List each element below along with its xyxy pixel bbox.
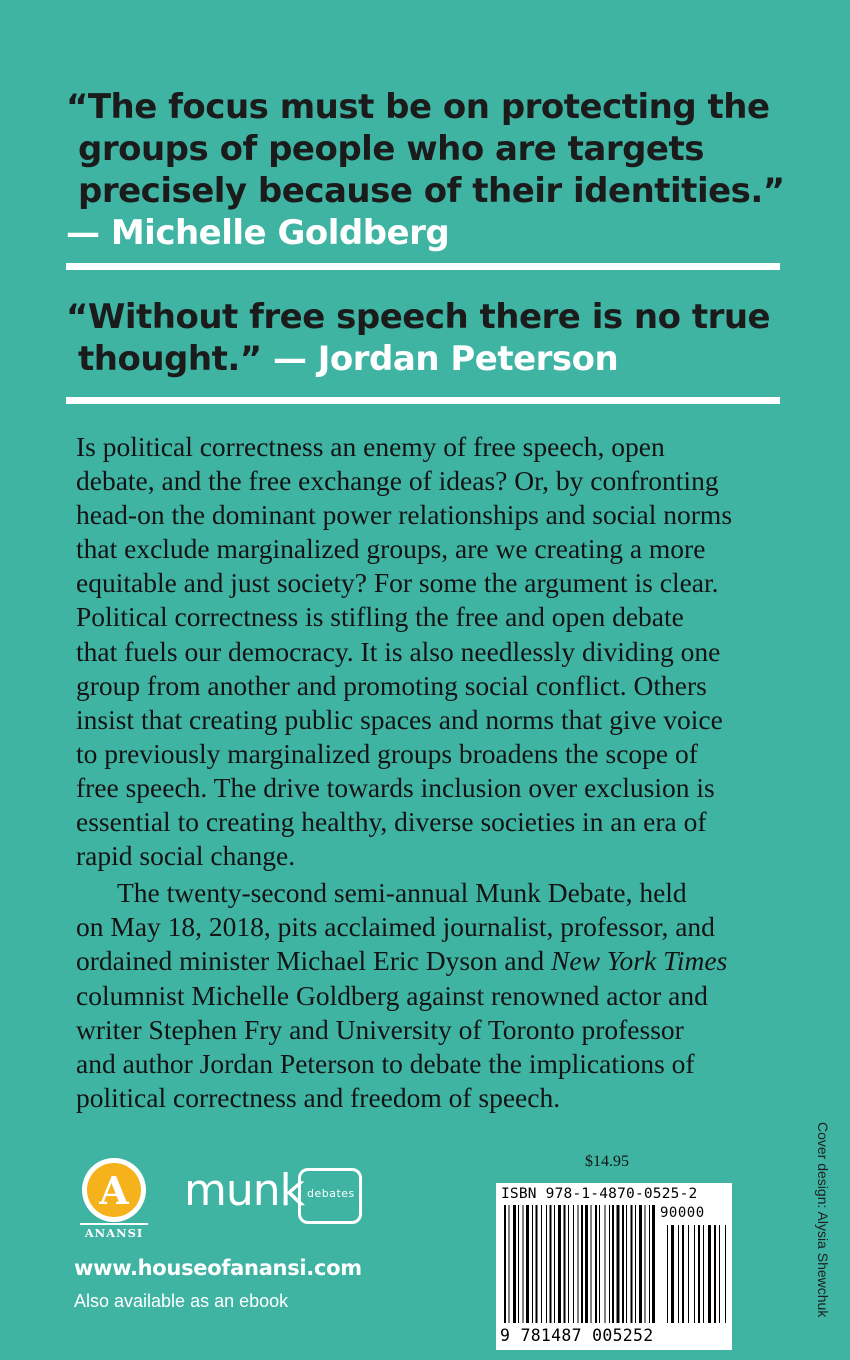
blurb-paragraph-1 [76, 430, 796, 873]
anansi-logo [74, 1156, 154, 1238]
blurb-line: insist that creating public spaces and norms that give voice [76, 703, 723, 735]
quote-goldberg-line-3: precisely because of their identities.” [78, 171, 785, 211]
blurb-line: free speech. The drive towards inclusion over exclusion is [76, 771, 715, 803]
quote-peterson [66, 296, 786, 380]
munk-logo-sub: debates [307, 1187, 355, 1200]
barcode-bar [585, 1205, 588, 1323]
quote-peterson-text-end: thought.” [78, 339, 262, 379]
barcode-bar [626, 1205, 627, 1323]
addon-bar [682, 1225, 684, 1323]
ean-number: 9 781487 005252 [500, 1326, 654, 1345]
barcode-bar [558, 1205, 561, 1323]
barcode-bar [509, 1205, 510, 1323]
barcode-bar [649, 1205, 650, 1323]
newspaper-title: New York Times [551, 945, 728, 977]
addon-bar [714, 1225, 716, 1323]
price-label: $14.95 [585, 1153, 629, 1170]
quote-peterson-line-1: “Without free speech there is no true [66, 297, 771, 337]
divider-rule-1 [66, 263, 780, 270]
blurb-line: The twenty-second semi-annual Munk Debate, held [117, 877, 687, 909]
barcode-bar [617, 1205, 620, 1323]
divider-rule-2 [66, 397, 780, 404]
addon-bar [678, 1225, 679, 1323]
blurb-line: political correctness and freedom of speech. [76, 1081, 561, 1113]
blurb-line: Is political correctness an enemy of free speech, open [76, 431, 665, 462]
addon-bar [667, 1225, 668, 1323]
blurb-text [76, 430, 796, 1115]
quote-peterson-line-2 [66, 338, 786, 380]
anansi-logo-letter: A [99, 1168, 129, 1213]
addon-bar [671, 1225, 674, 1323]
quote-goldberg-line-1: “The focus must be on protecting the [66, 87, 770, 127]
barcode-bar [513, 1205, 516, 1323]
barcode-bar [532, 1205, 533, 1323]
barcode-bar [568, 1205, 569, 1323]
blurb-line: that exclude marginalized groups, are we creating a more [76, 533, 706, 565]
addon-bar [708, 1225, 711, 1323]
munk-logo-word: munk [184, 1165, 305, 1216]
blurb-line: Political correctness is stifling the free and open debate [76, 601, 684, 633]
blurb-line: group from another and promoting social conflict. Others [76, 669, 707, 701]
blurb-line: rapid social change. [76, 840, 296, 872]
anansi-logo-name: ANANSI [84, 1226, 144, 1238]
barcode-bar [635, 1205, 636, 1323]
quote-goldberg [66, 86, 786, 254]
addon-bar [694, 1225, 695, 1323]
barcode-bar [599, 1205, 600, 1323]
blurb-line: on May 18, 2018, pits acclaimed journalist, professor, and [76, 911, 715, 943]
barcode-bar [581, 1205, 583, 1323]
addon-bar [698, 1225, 700, 1323]
barcode-bar [578, 1205, 579, 1323]
barcode-bar [645, 1205, 646, 1323]
barcode-bar [550, 1205, 552, 1323]
barcode-block [496, 1183, 732, 1350]
blurb-line: to previously marginalized groups broadens the scope of [76, 737, 698, 769]
quote-peterson-author: — Jordan Peterson [272, 339, 619, 379]
barcode-bar [536, 1205, 538, 1323]
addon-bar [688, 1225, 689, 1323]
barcode-bar [573, 1205, 574, 1323]
barcode-bar [609, 1205, 610, 1323]
munk-debates-logo [184, 1166, 368, 1230]
addon-bar [719, 1225, 720, 1323]
barcode-bar [622, 1205, 624, 1323]
barcode-bar [518, 1205, 519, 1323]
blurb-line: that fuels our democracy. It is also needlessly dividing one [76, 635, 721, 667]
addon-bar [703, 1225, 704, 1323]
cover-design-credit: Cover design: Alysia Shewchuk [815, 1122, 831, 1318]
barcode-bar [605, 1205, 606, 1323]
barcode-bar [652, 1205, 655, 1323]
barcode-bar [541, 1205, 542, 1323]
blurb-line: columnist Michelle Goldberg against renowned actor and [76, 979, 708, 1011]
barcode-bar [554, 1205, 555, 1323]
quote-goldberg-author: — Michelle Goldberg [66, 213, 450, 253]
barcode-bar [631, 1205, 633, 1323]
ebook-note: Also available as an ebook [74, 1291, 289, 1311]
publisher-website-link[interactable]: www.houseofanansi.com [74, 1256, 362, 1280]
isbn-text: ISBN 978-1-4870-0525-2 [501, 1186, 698, 1202]
blurb-paragraph-2 [76, 876, 796, 1115]
blurb-line: and author Jordan Peterson to debate the implications of [76, 1047, 695, 1079]
blurb-line: writer Stephen Fry and University of Toronto professor [76, 1013, 684, 1045]
barcode-bar [595, 1205, 597, 1323]
addon-bar [725, 1225, 726, 1323]
barcode-bar [504, 1205, 506, 1323]
barcode-bar [591, 1205, 592, 1323]
barcode-addon-number: 90000 [660, 1205, 705, 1221]
blurb-line: essential to creating healthy, diverse societies in an era of [76, 806, 707, 838]
blurb-line: head-on the dominant power relationships and social norms [76, 499, 733, 531]
blurb-line [76, 944, 796, 978]
blurb-line: debate, and the free exchange of ideas? Or, by confronting [76, 465, 719, 497]
barcode-bar [639, 1205, 642, 1323]
barcode-bar [526, 1205, 529, 1323]
blurb-line: equitable and just society? For some the argument is clear. [76, 567, 719, 599]
munk-logo-speech-box [298, 1168, 362, 1224]
quote-goldberg-line-2: groups of people who are targets [78, 129, 704, 169]
barcode-bar [546, 1205, 547, 1323]
barcode-bar [564, 1205, 566, 1323]
blurb-line-text: ordained minister Michael Eric Dyson and [76, 945, 552, 977]
barcode-bar [523, 1205, 524, 1323]
barcode-bar [612, 1205, 614, 1323]
